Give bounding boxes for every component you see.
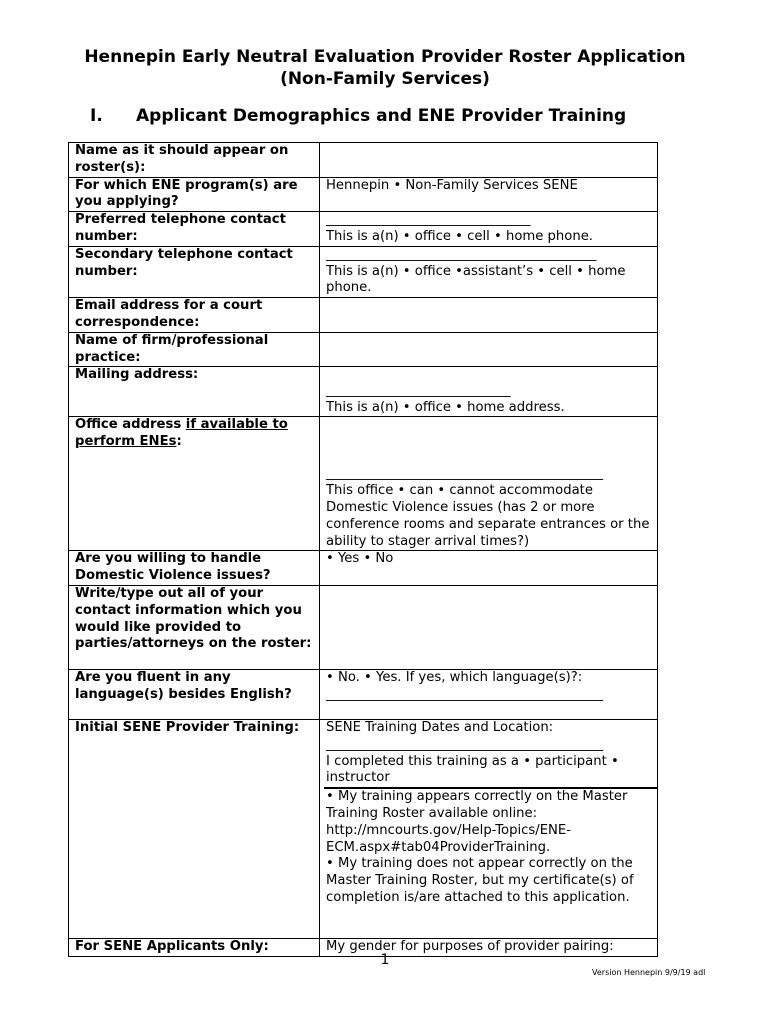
field-contact[interactable] [320,585,658,669]
field-email[interactable] [320,298,658,333]
field-gender[interactable]: My gender for purposes of provider pairing: [320,938,658,956]
section-heading [90,106,626,126]
row-office [69,417,658,551]
label-email: Email address for a court correspondence: [69,298,320,333]
training-dates-label: SENE Training Dates and Location: [326,719,554,735]
row-mailing [69,367,658,417]
label-office: Office address if available to perform ENEs: [69,417,320,551]
field-training[interactable] [320,719,658,938]
label-program: For which ENE program(s) are you applying? [69,177,320,212]
office-dv-note: This office • can • cannot accommodate Domestic Violence issues (has 2 or more conference rooms and separate entrances or the ability to stager arrival times?) [326,483,650,549]
label-language: Are you fluent in any language(s) besides English? [69,669,320,719]
phone-secondary-blank: _________________________________________ [326,246,597,262]
label-roster-name: Name as it should appear on roster(s): [69,143,320,178]
row-phone-preferred [69,212,658,247]
row-firm [69,332,658,367]
field-phone-secondary[interactable] [320,246,658,297]
training-role: I completed this training as a • participant • instructor [326,753,619,786]
label-phone-preferred: Preferred telephone contact number: [69,212,320,247]
label-phone-secondary: Secondary telephone contact number: [69,246,320,297]
label-mailing: Mailing address: [69,367,320,417]
document-title: Hennepin Early Neutral Evaluation Provider Roster Application [84,47,686,67]
field-language[interactable] [320,669,658,719]
language-blank: __________________________________________ [326,686,603,702]
phone-preferred-blank: _______________________________ [326,212,531,228]
mailing-blank: ____________________________ [326,382,511,398]
application-table [68,142,658,957]
row-program [69,177,658,212]
document-subtitle: (Non-Family Services) [280,69,490,89]
row-phone-secondary [69,246,658,297]
row-name [69,143,658,178]
field-mailing[interactable] [320,367,658,417]
label-contact: Write/type out all of your contact information which you would like provided to parties/attorneys on the roster: [69,585,320,669]
row-language [69,669,658,719]
mailing-type: This is a(n) • office • home address. [326,399,565,415]
row-training [69,719,658,938]
language-options: • No. • Yes. If yes, which language(s)?: [326,669,583,685]
section-number: I. [90,106,103,126]
label-dv: Are you willing to handle Domestic Violence issues? [69,551,320,586]
label-gender: For SENE Applicants Only: [69,938,320,956]
field-program[interactable]: Hennepin • Non-Family Services SENE [320,177,658,212]
phone-preferred-type: This is a(n) • office • cell • home phone. [326,228,593,244]
office-blank: __________________________________________ [326,466,603,482]
training-dates-blank: __________________________________________ [326,736,603,752]
field-office[interactable] [320,417,658,551]
field-roster-name[interactable] [320,143,658,178]
label-firm: Name of firm/professional practice: [69,332,320,367]
row-dv [69,551,658,586]
training-roster-correct: • My training appears correctly on the Master Training Roster available online: http://mncourts.gov/Help-Topics/ENE-ECM.aspx#tab04ProviderTraining. [326,789,628,855]
row-contact [69,585,658,669]
row-email [69,298,658,333]
section-title: Applicant Demographics and ENE Provider Training [136,106,627,126]
label-training: Initial SENE Provider Training: [69,719,320,938]
field-phone-preferred[interactable] [320,212,658,247]
page-number: 1 [380,952,390,968]
field-dv[interactable]: • Yes • No [320,551,658,586]
version-footer: Version Hennepin 9/9/19 adl [592,968,706,977]
training-roster-incorrect: • My training does not appear correctly on the Master Training Roster, but my certificate(s) of completion is/are attached to this application. [326,856,634,905]
field-firm[interactable] [320,332,658,367]
phone-secondary-type: This is a(n) • office •assistant’s • cell • home phone. [326,263,626,296]
